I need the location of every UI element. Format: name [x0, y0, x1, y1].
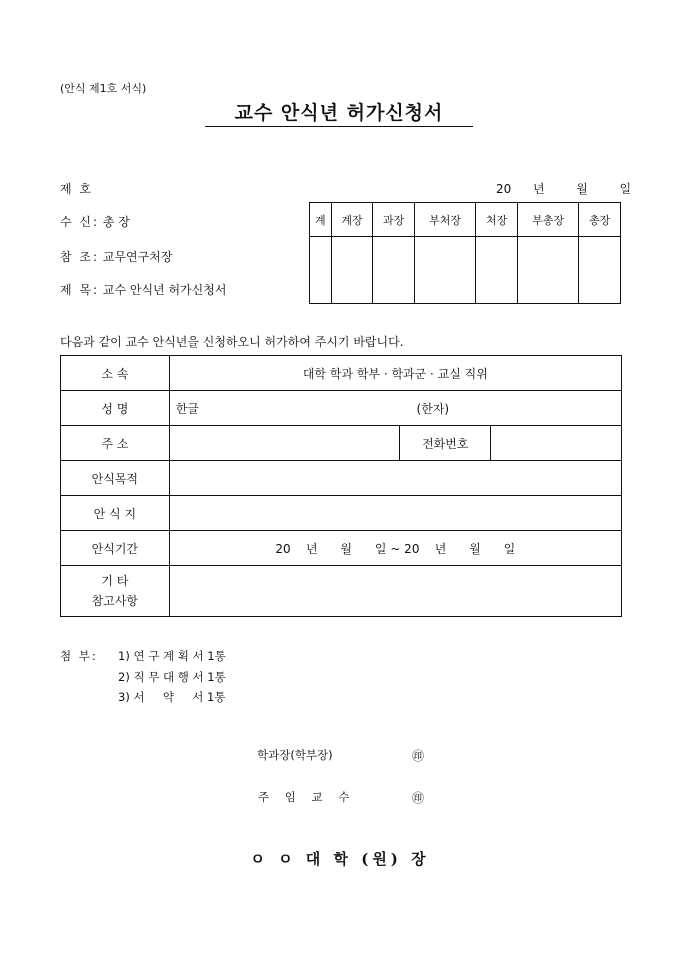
period-field[interactable]: 20 년 월 일 ~ 20 년 월 일 — [169, 531, 621, 566]
approval-signature-cell[interactable] — [579, 237, 621, 304]
other-label-line2: 참고사항 — [91, 594, 139, 608]
application-table — [60, 355, 622, 617]
approval-signature-cell[interactable] — [414, 237, 475, 304]
approval-header: 계 — [310, 203, 332, 237]
other-notes-field[interactable] — [169, 566, 621, 617]
reference-label: 참 조: — [60, 250, 100, 264]
attachment-item: 3) 서 약 서 1통 — [118, 690, 226, 704]
purpose-field[interactable] — [169, 461, 621, 496]
approval-signature-cell[interactable] — [310, 237, 332, 304]
dept-head-label: 학과장(학부장) — [257, 748, 333, 762]
date-prefix: 20 — [496, 182, 512, 196]
approval-header: 부처장 — [414, 203, 475, 237]
address-label: 주 소 — [61, 426, 170, 461]
recipient-value: 총 장 — [102, 215, 130, 229]
approval-signature-cell[interactable] — [331, 237, 373, 304]
purpose-label: 안식목적 — [61, 461, 170, 496]
approval-signature-cell[interactable] — [476, 237, 518, 304]
approval-table — [309, 202, 621, 304]
other-label-line1: 기 타 — [101, 574, 129, 588]
approval-header: 총장 — [579, 203, 621, 237]
title-underline — [205, 126, 473, 127]
intro-text: 다음과 같이 교수 안식년을 신청하오니 허가하여 주시기 바랍니다. — [60, 335, 404, 349]
dept-head-seal-icon: ㊞ — [412, 749, 425, 763]
form-number-label: (안식 제1호 서식) — [60, 82, 147, 95]
approval-header: 처장 — [476, 203, 518, 237]
approval-header: 부총장 — [517, 203, 578, 237]
recipient-label: 수 신: — [60, 215, 100, 229]
approval-signature-cell[interactable] — [373, 237, 415, 304]
reference-value: 교무연구처장 — [102, 250, 173, 264]
attachment-item: 1) 연 구 계 획 서 1통 — [118, 649, 226, 663]
date-field — [496, 180, 631, 197]
document-number-label: 제 호 — [60, 182, 93, 196]
attachment-item: 2) 직 무 대 행 서 1통 — [118, 670, 226, 684]
name-hanja-label: (한자) — [416, 401, 450, 416]
subject-label: 제 목: — [60, 283, 100, 297]
phone-field[interactable] — [491, 426, 622, 461]
date-year-label: 년 — [532, 182, 545, 196]
location-label: 안 식 지 — [61, 496, 170, 531]
name-korean-label: 한글 — [175, 401, 199, 416]
address-field[interactable] — [169, 426, 400, 461]
period-label: 안식기간 — [61, 531, 170, 566]
attachments-label: 첨 부: — [60, 649, 98, 663]
university-president-footer: ㅇ ㅇ 대 학 (원) 장 — [250, 850, 430, 868]
recipient-row — [60, 213, 130, 230]
name-label: 성 명 — [61, 391, 170, 426]
approval-header: 과장 — [373, 203, 415, 237]
document-title: 교수 안식년 허가신청서 — [234, 102, 444, 124]
approval-signature-cell[interactable] — [517, 237, 578, 304]
affiliation-label: 소 속 — [61, 356, 170, 391]
advisor-seal-icon: ㊞ — [412, 791, 425, 805]
reference-row — [60, 248, 172, 265]
other-notes-label — [61, 566, 170, 617]
affiliation-field[interactable]: 대학 학과 학부 · 학과군 · 교실 직위 — [169, 356, 621, 391]
date-day-label: 일 — [619, 182, 632, 196]
subject-row — [60, 281, 226, 298]
date-month-label: 월 — [576, 182, 588, 196]
location-field[interactable] — [169, 496, 621, 531]
name-field[interactable] — [169, 391, 621, 426]
advisor-label: 주 임 교 수 — [258, 790, 356, 804]
subject-value: 교수 안식년 허가신청서 — [102, 283, 227, 297]
approval-header: 계장 — [331, 203, 373, 237]
phone-label: 전화번호 — [400, 426, 491, 461]
